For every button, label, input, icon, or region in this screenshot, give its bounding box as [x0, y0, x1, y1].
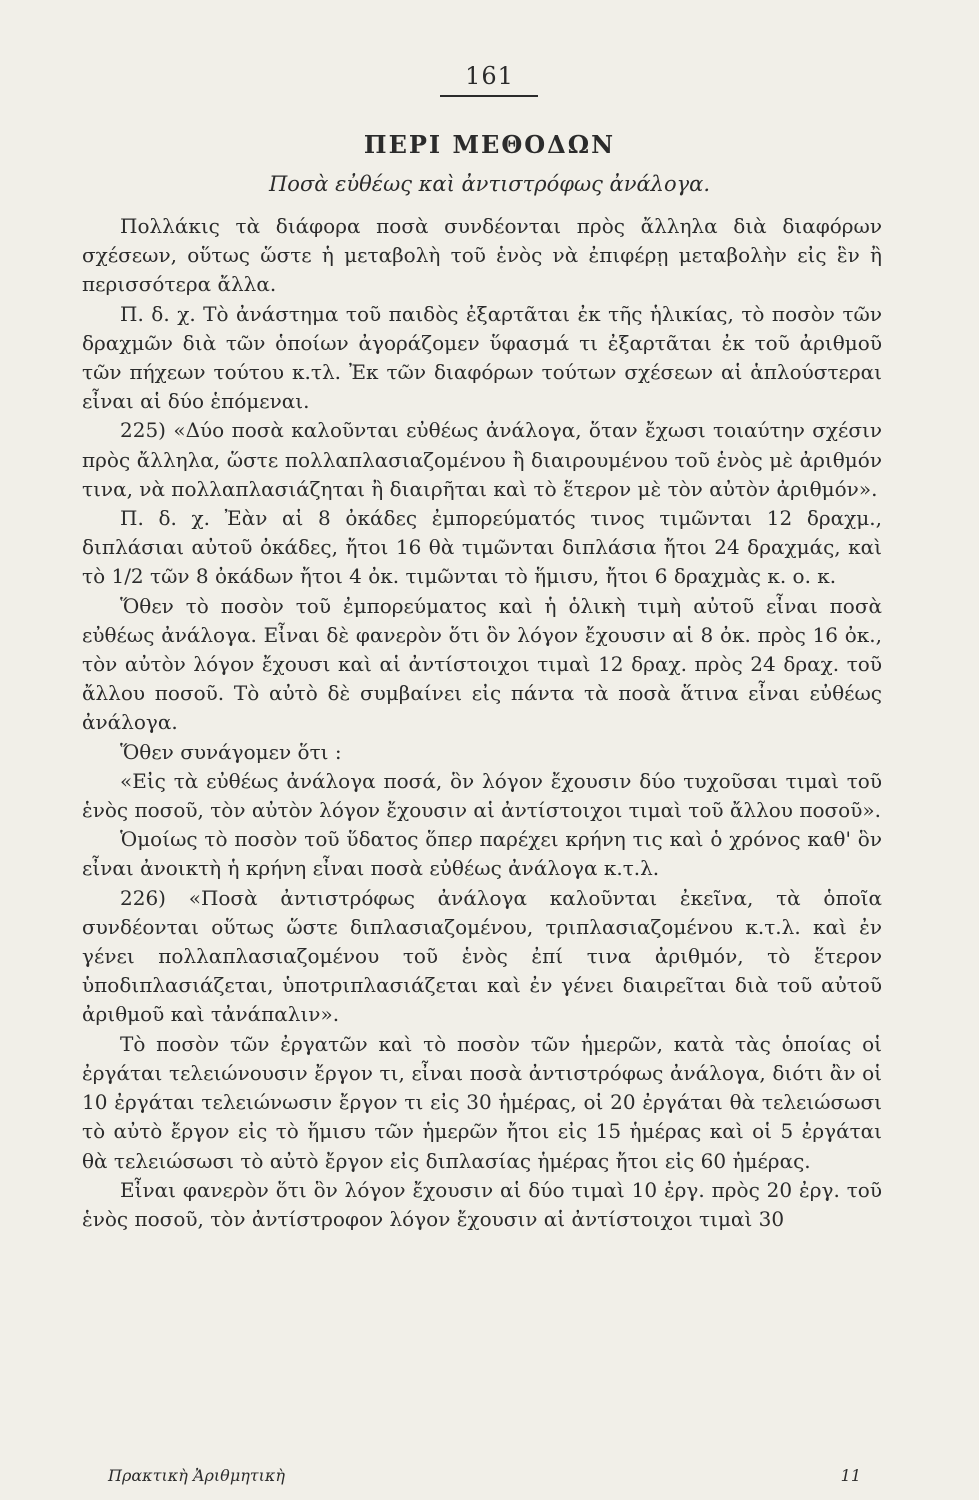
footer-book-title: Πρακτικὴ Ἀριθμητικὴ — [108, 1466, 285, 1485]
paragraph: Ὅθεν συνάγομεν ὅτι : — [120, 739, 342, 764]
paragraph: 226) «Ποσὰ ἀντιστρόφως ἀνάλογα καλοῦνται ἐκεῖνα, τὰ ὁποῖα συνδέονται οὕτως ὥστε διπλασιαζομένου, τριπλασιαζομένου κ.τ.λ. καὶ ἐν γένει πολλαπλασιαζομένου τοῦ ἑνὸς ἐπί τινα ἀριθμόν, τὸ ἕτερον ὑποδιπλασιάζεται, ὑποτριπλασιάζεται καὶ ἐν γένει διαιρεῖται διὰ τοῦ αὐτοῦ ἀριθμοῦ καὶ τἀνάπαλιν». — [82, 885, 882, 1027]
chapter-title: ΠΕΡΙ ΜΕΘΟΔΩΝ — [363, 130, 616, 159]
header-rule — [440, 95, 538, 97]
paragraph: «Εἰς τὰ εὐθέως ἀνάλογα ποσά, ὃν λόγον ἔχουσιν δύο τυχοῦσαι τιμαὶ τοῦ ἑνὸς ποσοῦ, τὸν αὐτὸν λόγον ἔχουσιν αἱ ἀντίστοιχοι τιμαὶ τοῦ ἄλλου ποσοῦ». — [82, 768, 882, 823]
paragraph: Ὁμοίως τὸ ποσὸν τοῦ ὕδατος ὅπερ παρέχει κρήνη τις καὶ ὁ χρόνος καθ' ὃν εἶναι ἀνοικτὴ ἡ κρήνη εἶναι ποσὰ εὐθέως ἀνάλογα κ.τ.λ. — [82, 827, 882, 881]
paragraph: Τὸ ποσὸν τῶν ἐργατῶν καὶ τὸ ποσὸν τῶν ἡμερῶν, κατὰ τὰς ὁποίας οἱ ἐργάται τελειώνουσιν ἔργον τι, εἶναι ποσὰ ἀντιστρόφως ἀνάλογα, διότι ἂν οἱ 10 ἐργάται τελειώνωσιν ἔργον τι εἰς 30 ἡμέρας, οἱ 20 ἐργάται θὰ τελειώσωσι τὸ αὐτὸ ἔργον εἰς τὸ ἥμισυ τῶν ἡμερῶν ἤτοι εἰς 15 ἡμέρας καὶ οἱ 5 ἐργάται θὰ τελειώσωσι τὸ αὐτὸ ἔργον εἰς διπλασίας ἡμέρας ἤτοι εἰς 60 ἡμέρας. — [82, 1031, 882, 1173]
body-text — [82, 212, 882, 1234]
page-number: 161 — [465, 62, 514, 90]
paragraph: Εἶναι φανερὸν ὅτι ὃν λόγον ἔχουσιν αἱ δύο τιμαὶ 10 ἐργ. πρὸς 20 ἐργ. τοῦ ἑνὸς ποσοῦ, τὸν ἀντίστροφον λόγον ἔχουσιν αἱ ἀντίστοιχοι τιμαὶ 30 — [82, 1177, 882, 1231]
paragraph: Πολλάκις τὰ διάφορα ποσὰ συνδέονται πρὸς ἄλληλα διὰ διαφόρων σχέσεων, οὕτως ὥστε ἡ μεταβολὴ τοῦ ἑνὸς νὰ ἐπιφέρῃ μεταβολὴν εἰς ἓν ἢ περισσότερα ἄλλα. — [82, 214, 882, 297]
section-subtitle: Ποσὰ εὐθέως καὶ ἀντιστρόφως ἀνάλογα. — [268, 172, 710, 196]
paragraph: 225) «Δύο ποσὰ καλοῦνται εὐθέως ἀνάλογα, ὅταν ἔχωσι τοιαύτην σχέσιν πρὸς ἄλληλα, ὥστε πολλαπλασιαζομένου ἢ διαιρουμένου τοῦ ἑνὸς μὲ ἀριθμόν τινα, νὰ πολλαπλασιάζηται ἢ διαιρῆται καὶ τὸ ἕτερον μὲ τὸν αὐτὸν ἀριθμόν». — [82, 418, 882, 501]
paragraph: Π. δ. χ. Ἐὰν αἱ 8 ὀκάδες ἐμπορεύματός τινος τιμῶνται 12 δραχμ., διπλάσιαι αὐτοῦ ὀκάδες, ἤτοι 16 θὰ τιμῶνται διπλάσια ἤτοι 24 δραχμάς, καὶ τὸ 1/2 τῶν 8 ὀκάδων ἤτοι 4 ὀκ. τιμῶνται τὸ ἥμισυ, ἤτοι 6 δραχμὰς κ. ο. κ. — [82, 506, 882, 589]
paragraph: Π. δ. χ. Τὸ ἀνάστημα τοῦ παιδὸς ἐξαρτᾶται ἐκ τῆς ἡλικίας, τὸ ποσὸν τῶν δραχμῶν διὰ τῶν ὁποίων ἀγοράζομεν ὕφασμά τι ἐξαρτᾶται ἐκ τοῦ ἀριθμοῦ τῶν πήχεων τούτου κ.τλ. Ἐκ τῶν διαφόρων τούτων σχέσεων αἱ ἁπλούστεραι εἶναι αἱ δύο ἑπόμεναι. — [82, 301, 882, 414]
footer-signature: 11 — [840, 1466, 861, 1485]
page-footer — [108, 1466, 861, 1485]
paragraph: Ὅθεν τὸ ποσὸν τοῦ ἐμπορεύματος καὶ ἡ ὁλικὴ τιμὴ αὐτοῦ εἶναι ποσὰ εὐθέως ἀνάλογα. Εἶναι δὲ φανερὸν ὅτι ὃν λόγον ἔχουσιν αἱ 8 ὀκ. πρὸς 16 ὀκ., τὸν αὐτὸν λόγον ἔχουσι καὶ αἱ ἀντίστοιχοι τιμαὶ 12 δραχ. πρὸς 24 δραχ. τοῦ ἄλλου ποσοῦ. Τὸ αὐτὸ δὲ συμβαίνει εἰς πάντα τὰ ποσὰ ἅτινα εἶναι εὐθέως ἀνάλογα. — [82, 593, 882, 735]
